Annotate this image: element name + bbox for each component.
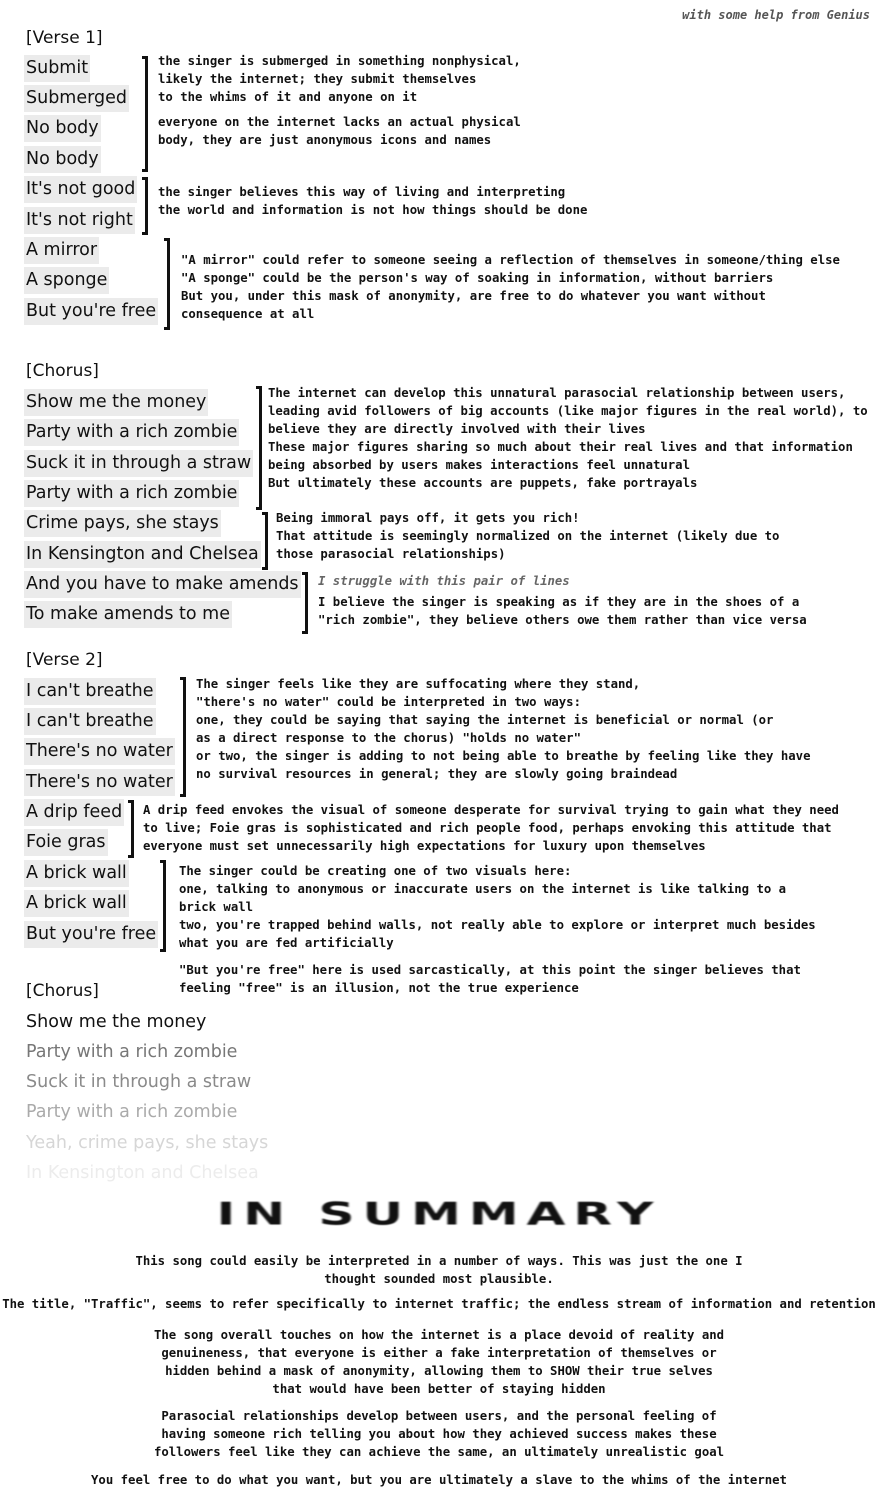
lyric-line: Party with a rich zombie [26, 1042, 238, 1062]
lyric-line: Party with a rich zombie [24, 419, 239, 446]
lyric-line: But you're free [24, 298, 158, 325]
lyric-line: Crime pays, she stays [24, 510, 221, 537]
annotation-note: I struggle with this pair of lines [318, 574, 570, 588]
lyric-line: Party with a rich zombie [26, 1102, 238, 1122]
annotation-bracket [256, 386, 262, 510]
summary-paragraph: You feel free to do what you want, but you are ultimately a slave to the whims of the internet [91, 1473, 787, 1487]
verse2-heading: [Verse 2] [26, 650, 103, 670]
lyric-line: No body [24, 146, 101, 173]
lyric-line: It's not good [24, 176, 137, 203]
annotation-note: A drip feed envokes the visual of someone desperate for survival trying to gain what they need to live; Foie gras is sophisticated and rich people food, perhaps envoking this attitude that everyone must set unnecessarily high expectations for luxury upon themselves [143, 803, 839, 853]
annotation-bracket [302, 572, 308, 634]
lyric-line: And you have to make amends [24, 571, 301, 598]
annotation-note: I believe the singer is speaking as if they are in the shoes of a "rich zombie", they believe others owe them rather than vice versa [318, 595, 807, 627]
credit-text: with some help from Genius [682, 8, 870, 22]
annotation-bracket [160, 860, 166, 952]
lyric-line: No body [24, 115, 101, 142]
lyric-line: It's not right [24, 207, 135, 234]
annotation-note: The singer feels like they are suffocating where they stand, "there's no water" could be interpreted in two ways: one, they could be saying that saying the internet is beneficial or normal (or as a direct response to the chorus) "holds no water" or two, the singer is adding to not being able to breathe by feeling like they have no survival resources in general; they are slowly going braindead [196, 677, 811, 781]
lyric-line: Submerged [24, 85, 129, 112]
annotation-note: the singer is submerged in something nonphysical, likely the internet; they submit themselves to the whims of it and anyone on it [158, 54, 521, 104]
lyric-line: Show me the money [26, 1012, 207, 1032]
summary-paragraph: The title, "Traffic", seems to refer specifically to internet traffic; the endless stream of information and retention [2, 1297, 876, 1311]
summary-title: IN SUMMARY [216, 1196, 662, 1232]
annotation-bracket [262, 512, 268, 570]
chorus2-heading: [Chorus] [26, 981, 99, 1001]
lyric-line: Suck it in through a straw [26, 1072, 252, 1092]
annotation-note: the singer believes this way of living and interpreting the world and information is not how things should be done [158, 185, 588, 217]
lyric-line: A mirror [24, 237, 99, 264]
annotation-note: "But you're free" here is used sarcastically, at this point the singer believes that feeling "free" is an illusion, not the true experience [179, 963, 801, 995]
lyric-line: A sponge [24, 267, 109, 294]
chorus1-heading: [Chorus] [26, 361, 99, 381]
annotation-bracket [142, 56, 148, 172]
summary-paragraph: The song overall touches on how the internet is a place devoid of reality and genuineness, that everyone is either a fake interpretation of themselves or hidden behind a mask of anonymity, allowing them to SHOW their true selves that would have been better of staying hidden [153, 1328, 725, 1396]
lyric-line: I can't breathe [24, 708, 156, 735]
lyric-line: A brick wall [24, 890, 129, 917]
annotation-bracket [142, 177, 148, 235]
verse1-heading: [Verse 1] [26, 28, 103, 48]
lyric-line: Suck it in through a straw [24, 450, 253, 477]
lyric-line: Yeah, crime pays, she stays [26, 1133, 269, 1153]
annotation-note: The internet can develop this unnatural parasocial relationship between users, leading avid followers of big accounts (like major figures in the real world), to believe they are directly involved with their lives These major figures sharing so much about their real lives and that information being absorbed by users makes interactions feel unnatural But ultimately these accounts are puppets, fake portrayals [268, 386, 868, 490]
annotation-bracket [164, 238, 170, 330]
annotation-bracket [180, 677, 186, 797]
annotation-note: Being immoral pays off, it gets you rich! That attitude is seemingly normalized on the internet (likely due to those parasocial relationships) [276, 511, 780, 561]
lyric-line: Foie gras [24, 829, 108, 856]
summary-paragraph: Parasocial relationships develop between users, and the personal feeling of having someone rich telling you about how they achieved success makes these followers feel like they can achieve the same, an ultimately unrealistic goal [153, 1409, 725, 1459]
lyric-line: In Kensington and Chelsea [24, 541, 261, 568]
lyric-line: In Kensington and Chelsea [26, 1163, 259, 1183]
annotation-bracket [128, 800, 134, 858]
lyric-line: There's no water [24, 738, 175, 765]
lyric-line: Submit [24, 55, 90, 82]
lyric-line: Party with a rich zombie [24, 480, 239, 507]
lyric-line: A drip feed [24, 799, 124, 826]
lyric-line: To make amends to me [24, 601, 232, 628]
lyric-line: A brick wall [24, 860, 129, 887]
annotation-note: "A mirror" could refer to someone seeing a reflection of themselves in someone/thing else "A sponge" could be the person's way of soaking in information, without barriers But you, under this mask of anonymity, are free to do whatever you want without consequence at all [181, 253, 840, 321]
summary-paragraph: This song could easily be interpreted in a number of ways. This was just the one I thought sounded most plausible. [135, 1254, 743, 1286]
annotation-note: everyone on the internet lacks an actual physical body, they are just anonymous icons and names [158, 115, 521, 147]
lyric-line: I can't breathe [24, 678, 156, 705]
lyric-line: But you're free [24, 921, 158, 948]
lyric-line: Show me the money [24, 389, 208, 416]
annotation-note: The singer could be creating one of two visuals here: one, talking to anonymous or inaccurate users on the internet is like talking to a brick wall two, you're trapped behind walls, not really able to explore or interpret much besides what you are fed artificially [179, 864, 816, 950]
lyric-line: There's no water [24, 769, 175, 796]
